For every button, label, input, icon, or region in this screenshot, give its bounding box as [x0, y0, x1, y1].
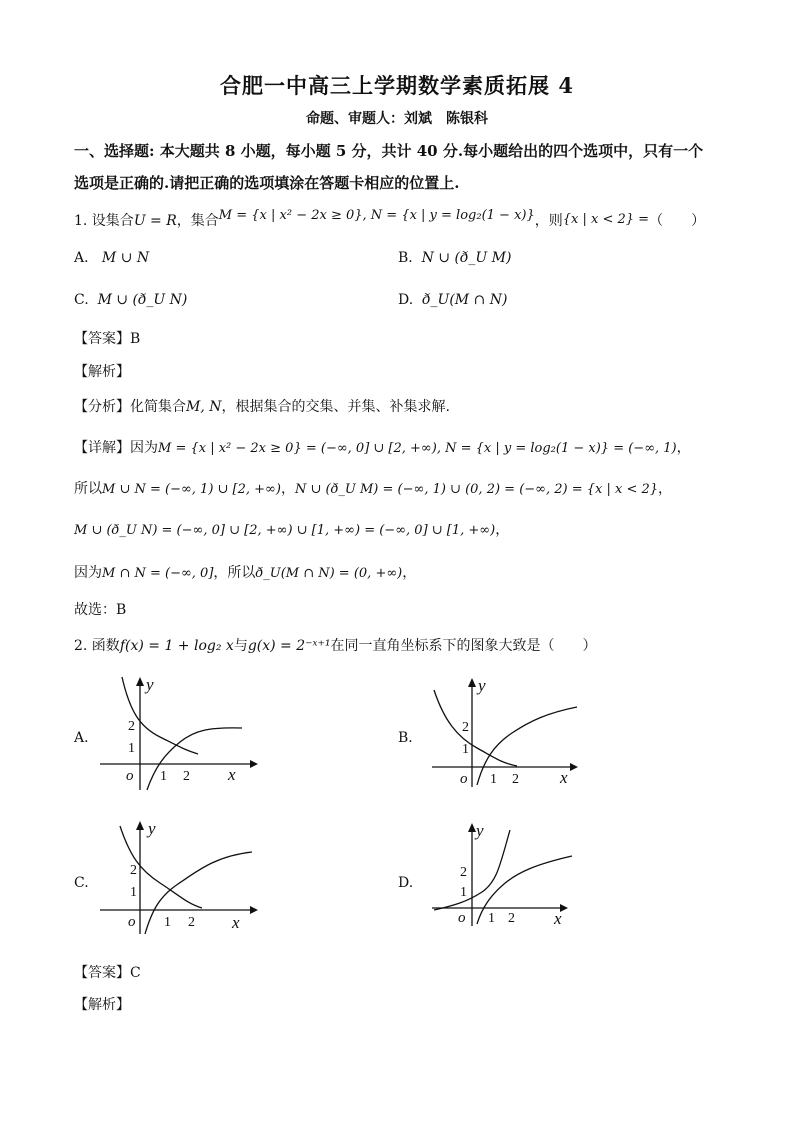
xj-punct: ，	[676, 440, 691, 456]
xj-text: 因为	[130, 440, 158, 456]
axis-y-label: y	[478, 676, 486, 695]
tick-y-2: 2	[130, 863, 137, 878]
x-axis-arrow	[250, 906, 258, 914]
xiangjie-tag: 【详解】	[74, 440, 130, 456]
q2-graph-a	[100, 672, 270, 792]
origin-label: o	[128, 914, 136, 930]
tick-y-1: 1	[462, 742, 469, 757]
q1-answer: 【答案】B	[74, 331, 141, 347]
fenxi-text: 化简集合	[130, 399, 186, 415]
q1-xiangjie-line3	[74, 519, 509, 539]
q2-option-c-label: C.	[74, 875, 89, 891]
x-axis-arrow	[250, 760, 258, 768]
q2-analysis-tag: 【解析】	[74, 997, 130, 1013]
option-text: ð_U(M ∩ N)	[422, 292, 508, 308]
tick-y-1: 1	[460, 885, 467, 900]
q1-stem-text-2: ，集合	[176, 213, 219, 229]
q1-stem-text: 1. 设集合	[74, 213, 134, 229]
q2-graph-b	[432, 675, 592, 790]
axis-x-label: x	[232, 913, 240, 932]
tick-x-2: 2	[512, 772, 519, 787]
tick-x-2: 2	[508, 911, 515, 926]
origin-label: o	[126, 768, 134, 784]
q2-graph-c	[100, 818, 270, 936]
q1-option-b	[398, 250, 511, 266]
q1-answer-blank: （ ）	[649, 213, 706, 229]
q1-xiangjie-line2	[74, 478, 672, 498]
xj-punct-2: ，	[658, 481, 673, 497]
fenxi-math: M, N	[186, 399, 222, 415]
tick-y-2: 2	[462, 720, 469, 735]
q1-choice: 故选：B	[74, 602, 127, 618]
tick-y-1: 1	[130, 885, 137, 900]
xj-punct: ，	[402, 565, 417, 581]
q2-stem-text-2: 与	[233, 638, 248, 654]
q1-fenxi	[74, 396, 450, 416]
option-label: D.	[398, 292, 414, 308]
q1-xiangjie-line4	[74, 562, 416, 582]
q2-function-g: g(x) = 2⁻ˣ⁺¹	[247, 638, 331, 654]
section-header-line2: 选项是正确的.请把正确的选项填涂在答题卡相应的位置上.	[74, 174, 460, 192]
tick-y-1: 1	[128, 741, 135, 756]
y-axis-arrow	[136, 677, 144, 686]
q1-set-m: M = {x | x² − 2x ≥ 0}	[218, 208, 363, 223]
fenxi-tag: 【分析】	[74, 399, 130, 415]
tick-x-2: 2	[188, 915, 195, 930]
xj-math: M = {x | x² − 2x ≥ 0} = (−∞, 0] ∪ [2, +∞), N = {x | y = log₂(1 − x)} = (−∞, 1)	[158, 441, 677, 456]
q1-universal-set: U = R	[133, 213, 177, 229]
axis-x-label: x	[554, 909, 562, 928]
q1-option-d	[398, 292, 507, 308]
x-axis-arrow	[570, 763, 578, 771]
xj-math-2: ð_U(M ∩ N) = (0, +∞)	[255, 566, 403, 581]
option-label: A.	[74, 250, 89, 266]
curve-decreasing	[434, 690, 517, 766]
y-axis-arrow	[136, 821, 144, 830]
question-1-stem	[74, 210, 705, 230]
xj-text-2: ，所以	[213, 565, 256, 581]
q2-stem-text: 2. 函数	[74, 638, 120, 654]
q2-option-d-label: D.	[398, 875, 414, 891]
q2-graph-d	[432, 820, 582, 932]
q1-stem-text-3: ，则	[534, 213, 563, 229]
q2-function-f: f(x) = 1 + log₂ x	[119, 638, 234, 654]
axis-y-label: y	[148, 819, 156, 838]
xj-punct: ，	[280, 481, 295, 497]
q2-stem-text-3: 在同一直角坐标系下的图象大致是（ ）	[330, 638, 597, 654]
section-header-line1: 一、选择题: 本大题共 8 小题，每小题 5 分，共计 40 分.每小题给出的四个选项中，只有一个	[74, 142, 704, 160]
q1-set-n: , N = {x | y = log₂(1 − x)}	[362, 208, 535, 223]
xj-math-2: N ∪ (ð_U M) = (−∞, 1) ∪ (0, 2) = (−∞, 2) = {x | x < 2}	[294, 482, 659, 497]
axis-x-label: x	[228, 765, 236, 784]
tick-y-2: 2	[460, 865, 467, 880]
xj-math: M ∪ (ð_U N) = (−∞, 0] ∪ [2, +∞) ∪ [1, +∞) = (−∞, 0] ∪ [1, +∞)	[74, 523, 496, 538]
q1-option-c	[74, 292, 187, 308]
xj-punct: ，	[495, 522, 510, 538]
tick-x-1: 1	[164, 915, 171, 930]
q2-answer: 【答案】C	[74, 965, 141, 981]
option-label: B.	[398, 250, 413, 266]
option-text: N ∪ (ð_U M)	[421, 250, 512, 266]
option-text: M ∪ N	[101, 250, 150, 266]
q2-option-a-label: A.	[74, 730, 89, 746]
option-label: C.	[74, 292, 89, 308]
xj-math: M ∪ N = (−∞, 1) ∪ [2, +∞)	[102, 482, 281, 497]
authors-line: 命题、审题人：刘斌 陈银科	[306, 111, 488, 127]
y-axis-arrow	[468, 823, 476, 832]
axis-x-label: x	[560, 768, 568, 787]
fenxi-text-2: ，根据集合的交集、并集、补集求解.	[221, 399, 450, 415]
axis-y-label: y	[476, 821, 484, 840]
question-2-stem	[74, 635, 597, 655]
y-axis-arrow	[468, 678, 476, 687]
tick-x-2: 2	[183, 769, 190, 784]
xj-text: 所以	[74, 481, 102, 497]
xj-math: M ∩ N = (−∞, 0]	[102, 566, 214, 581]
q2-option-b-label: B.	[398, 730, 413, 746]
q1-xiangjie-line1	[74, 437, 691, 457]
q1-option-a	[74, 250, 149, 266]
q1-analysis-tag: 【解析】	[74, 364, 130, 380]
q1-target-set: {x | x < 2} =	[562, 212, 650, 227]
page-title: 合肥一中高三上学期数学素质拓展 4	[220, 73, 574, 98]
origin-label: o	[458, 910, 466, 926]
tick-y-2: 2	[128, 719, 135, 734]
tick-x-1: 1	[160, 769, 167, 784]
tick-x-1: 1	[490, 772, 497, 787]
option-text: M ∪ (ð_U N)	[97, 292, 188, 308]
xj-text: 因为	[74, 565, 102, 581]
tick-x-1: 1	[488, 911, 495, 926]
origin-label: o	[460, 771, 468, 787]
axis-y-label: y	[146, 675, 154, 694]
